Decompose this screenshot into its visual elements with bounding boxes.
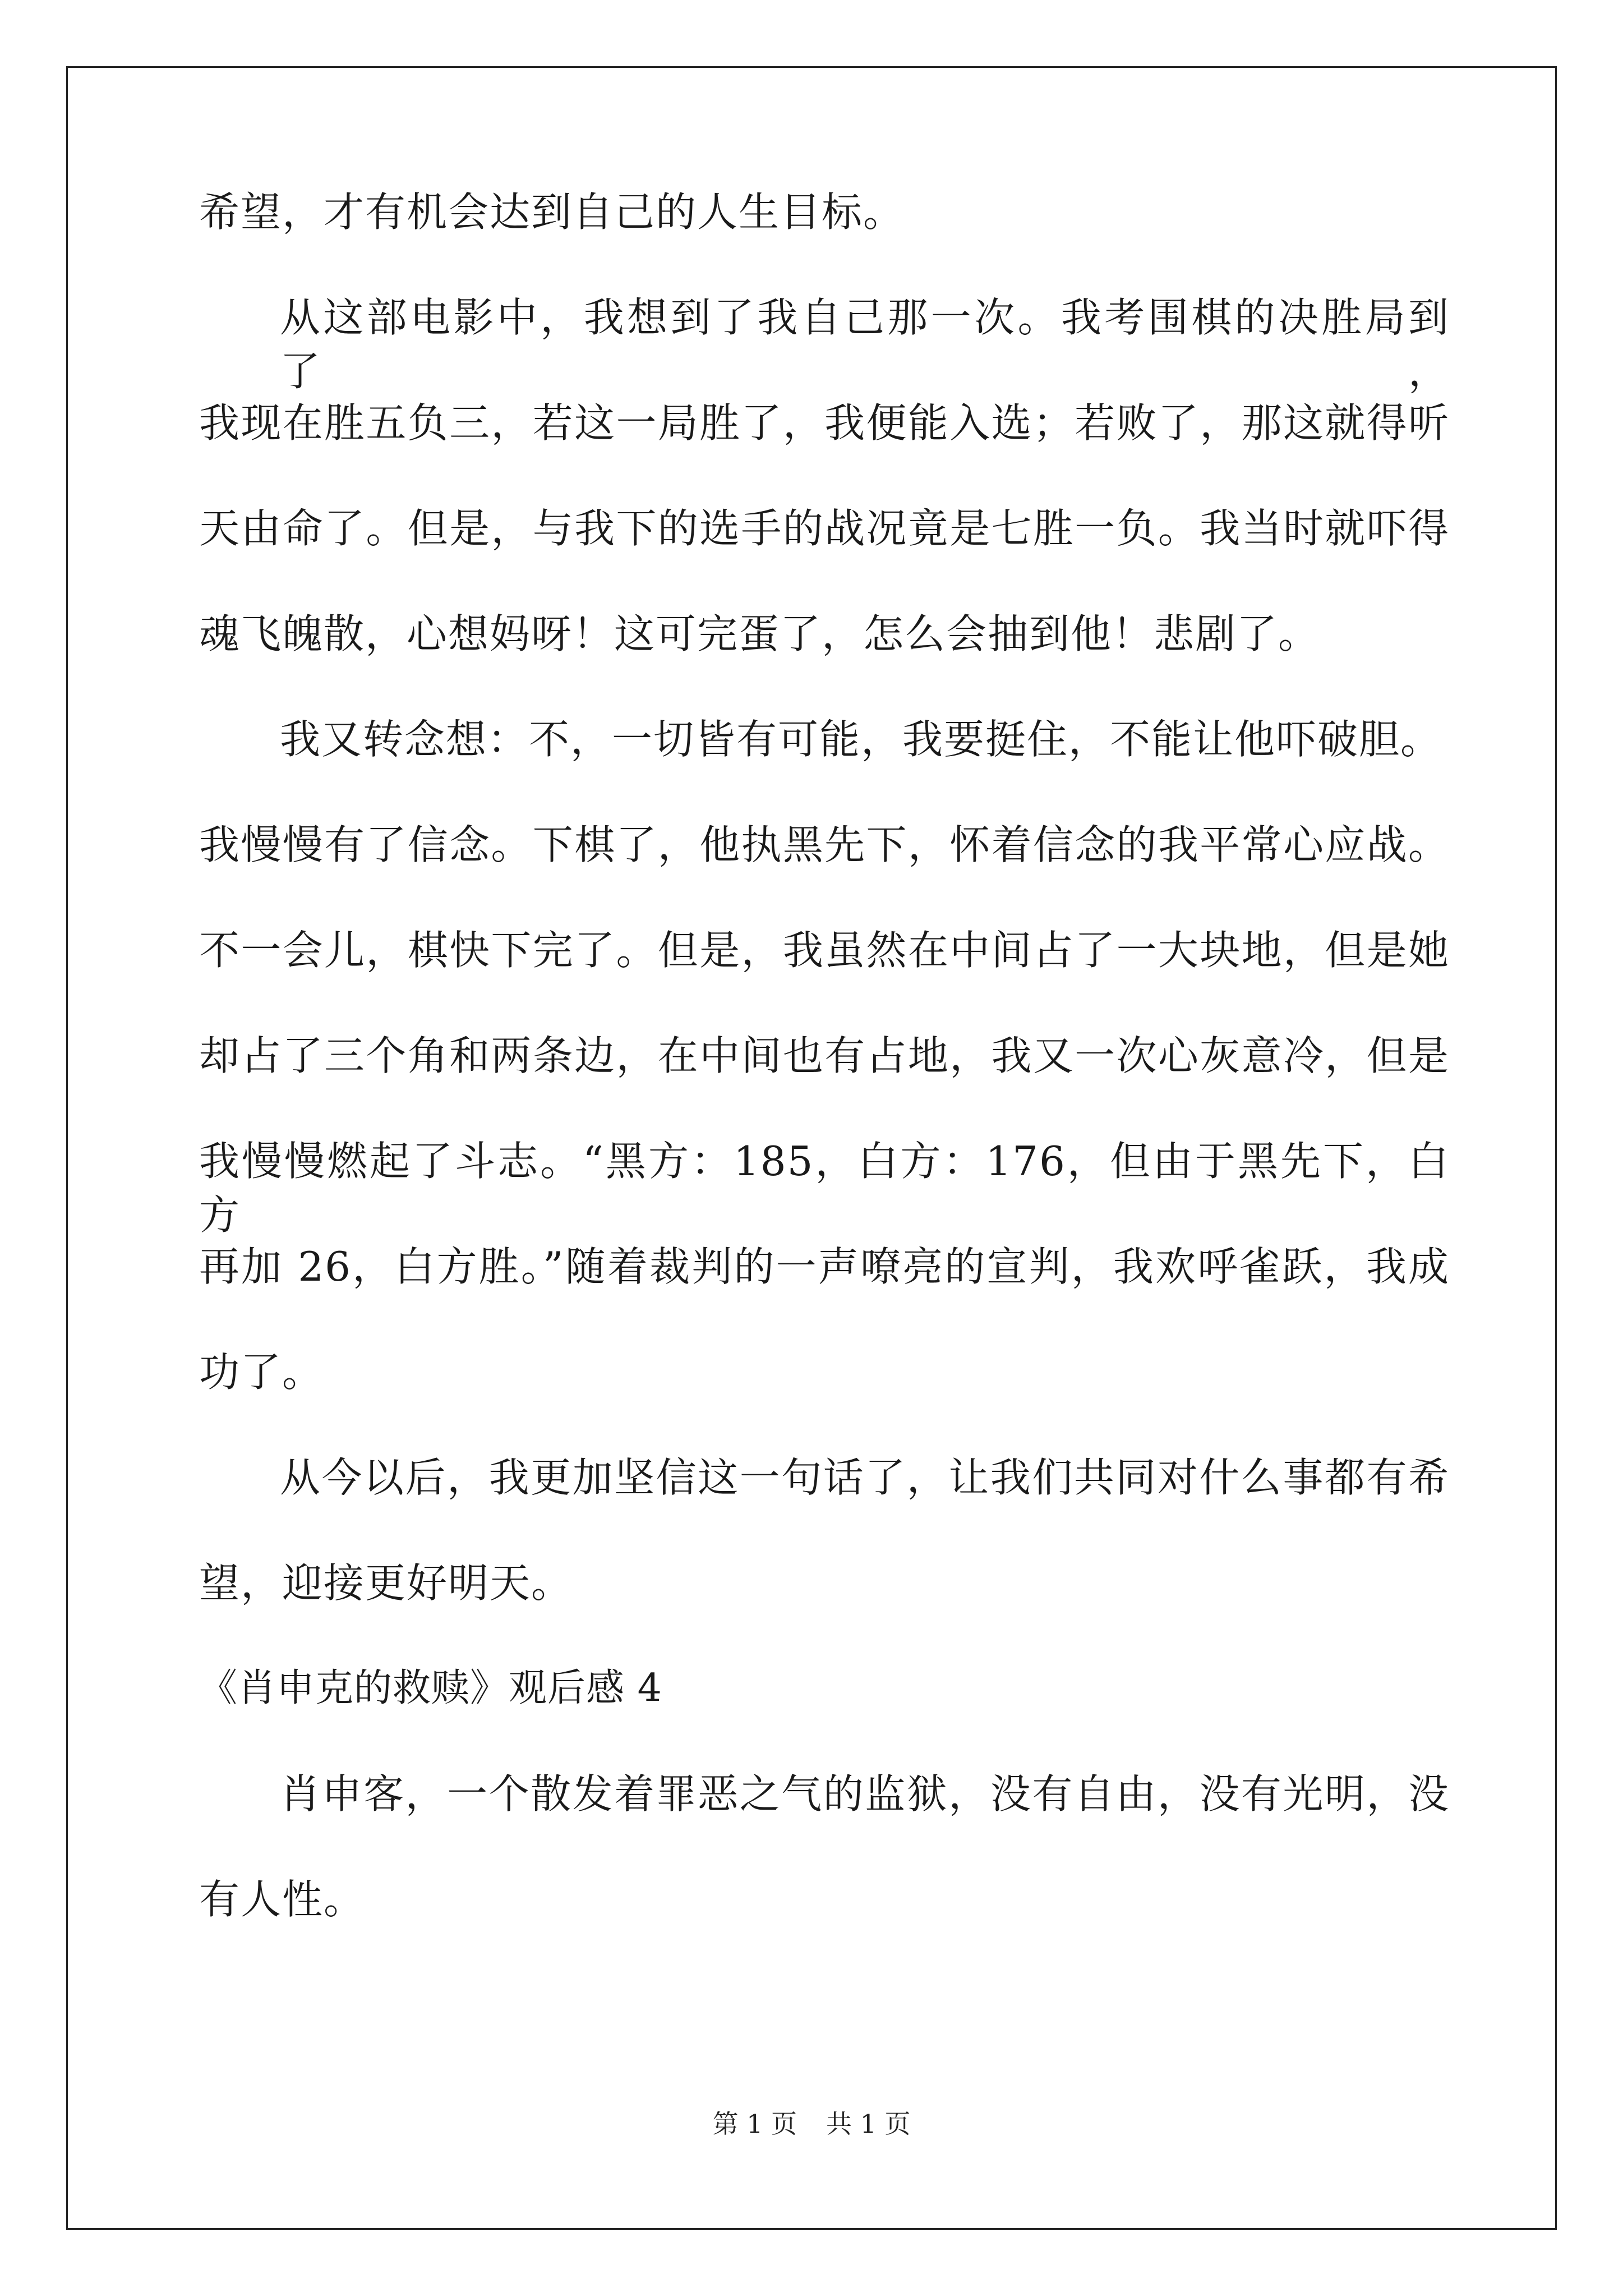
text-line: 却占了三个角和两条边，在中间也有占地，我又一次心灰意冷，但是 [199, 1032, 1450, 1079]
section-heading: 《肖申克的救赎》观后感 4 [199, 1666, 662, 1710]
text-line: 我慢慢有了信念。下棋了，他执黑先下，怀着信念的我平常心应战。 [199, 821, 1450, 868]
text-line: 我慢慢燃起了斗志。“黑方：185，白方：176，但由于黑先下，白方 [199, 1138, 1450, 1239]
paragraph-start-line: 肖申客，一个散发着罪恶之气的监狱，没有自由，没有光明，没 [280, 1770, 1450, 1818]
text-line: 天由命了。但是，与我下的选手的战况竟是七胜一负。我当时就吓得 [199, 505, 1450, 552]
text-line: 我现在胜五负三，若这一局胜了，我便能入选；若败了，那这就得听 [199, 399, 1450, 447]
text-line: 功了。 [199, 1349, 324, 1396]
text-line: 希望，才有机会达到自己的人生目标。 [199, 188, 905, 236]
text-line: 不一会儿，棋快下完了。但是，我虽然在中间占了一大块地，但是她 [199, 927, 1450, 974]
page-footer [0, 2107, 1623, 2141]
paragraph-start-line: 从今以后，我更加坚信这一句话了，让我们共同对什么事都有希 [280, 1454, 1450, 1501]
paragraph-start-line: 我又转念想：不，一切皆有可能，我要挺住，不能让他吓破胆。 [280, 716, 1442, 763]
text-line: 再加 26，白方胜。”随着裁判的一声嘹亮的宣判，我欢呼雀跃，我成 [199, 1243, 1450, 1290]
page-number-current: 第 1 页 [712, 2109, 797, 2139]
paragraph-start-line: 从这部电影中，我想到了我自己那一次。我考围棋的决胜局到了， [280, 294, 1450, 395]
text-line: 望，迎接更好明天。 [199, 1559, 573, 1607]
page-number-total: 共 1 页 [826, 2109, 911, 2139]
text-line: 有人性。 [199, 1876, 366, 1923]
text-line: 魂飞魄散，心想妈呀！这可完蛋了，怎么会抽到他！悲剧了。 [199, 610, 1320, 657]
